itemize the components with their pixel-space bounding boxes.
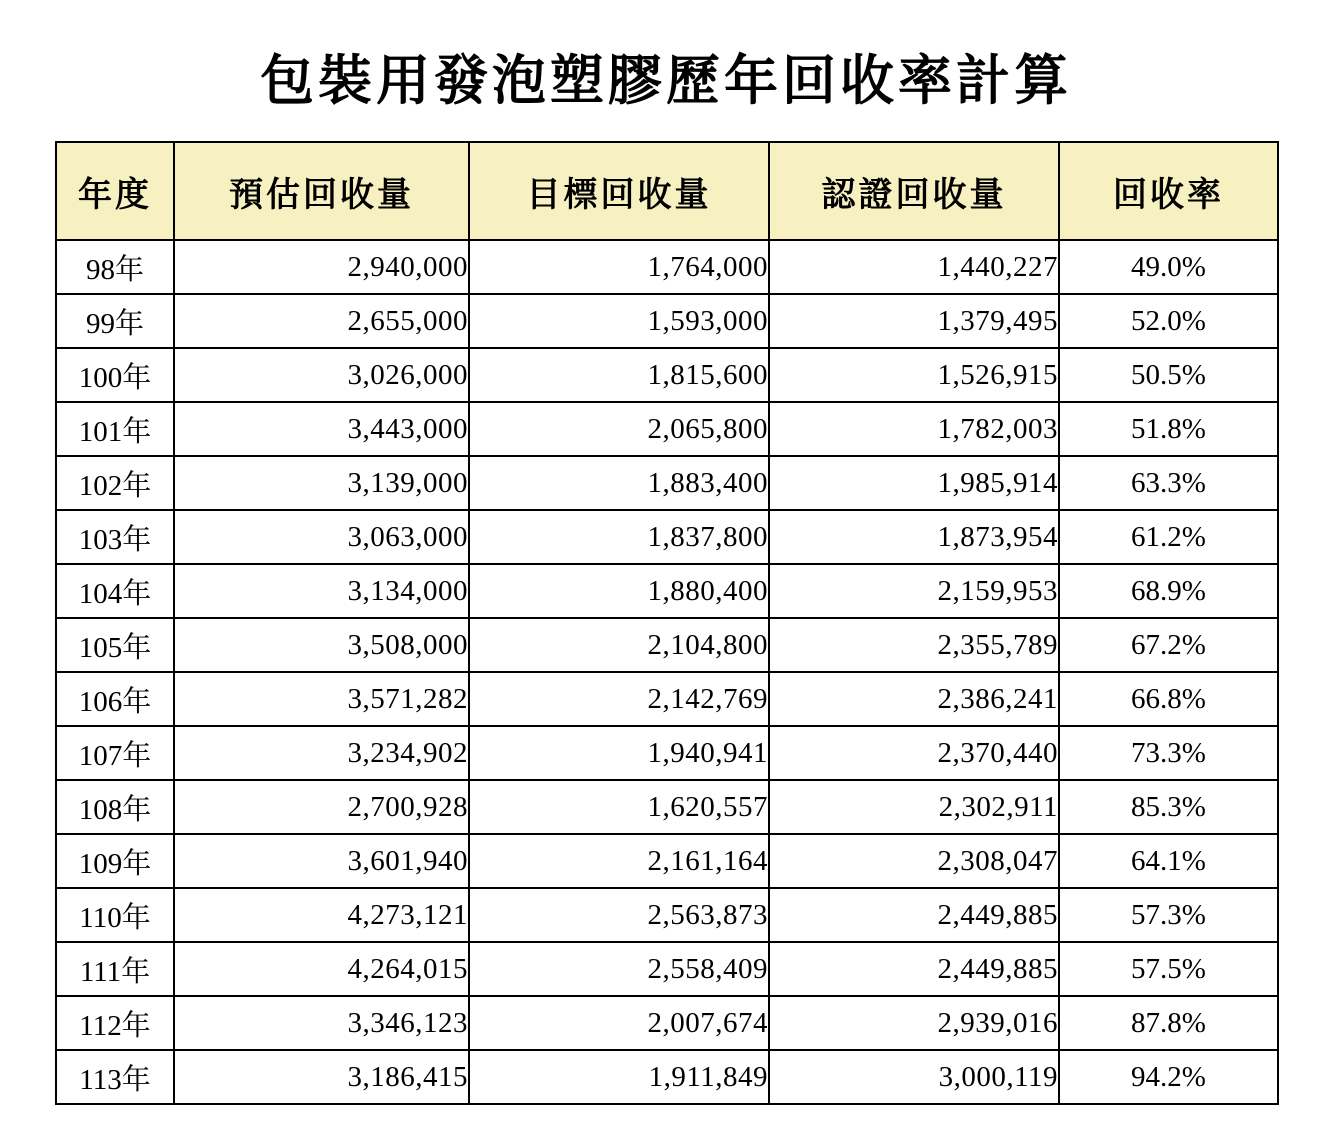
cell-estimated: 3,346,123 [174,996,469,1050]
cell-rate: 64.1% [1059,834,1278,888]
page-title: 包裝用發泡塑膠歷年回收率計算 [260,51,1072,111]
cell-target: 1,940,941 [469,726,769,780]
cell-estimated: 4,264,015 [174,942,469,996]
table-container [55,141,1277,1105]
cell-target: 1,880,400 [469,564,769,618]
cell-rate: 63.3% [1059,456,1278,510]
table-row [56,294,1278,348]
cell-target: 1,764,000 [469,240,769,294]
cell-year: 113年 [56,1050,174,1104]
cell-estimated: 2,700,928 [174,780,469,834]
cell-year: 107年 [56,726,174,780]
column-header-estimated-volume: 預估回收量 [174,142,469,240]
cell-estimated: 3,134,000 [174,564,469,618]
cell-estimated: 3,508,000 [174,618,469,672]
cell-certified: 2,355,789 [769,618,1059,672]
cell-estimated: 3,026,000 [174,348,469,402]
cell-target: 1,837,800 [469,510,769,564]
cell-target: 2,142,769 [469,672,769,726]
cell-rate: 85.3% [1059,780,1278,834]
table-row [56,456,1278,510]
table-row [56,402,1278,456]
cell-target: 2,065,800 [469,402,769,456]
table-row [56,618,1278,672]
cell-target: 1,815,600 [469,348,769,402]
cell-rate: 73.3% [1059,726,1278,780]
cell-year: 98年 [56,240,174,294]
table-row [56,780,1278,834]
cell-year: 109年 [56,834,174,888]
table-row [56,672,1278,726]
cell-target: 2,161,164 [469,834,769,888]
column-header-certified-volume: 認證回收量 [769,142,1059,240]
cell-target: 1,911,849 [469,1050,769,1104]
table-row [56,348,1278,402]
cell-target: 2,563,873 [469,888,769,942]
cell-rate: 51.8% [1059,402,1278,456]
cell-estimated: 4,273,121 [174,888,469,942]
cell-certified: 1,873,954 [769,510,1059,564]
cell-year: 106年 [56,672,174,726]
cell-estimated: 3,443,000 [174,402,469,456]
cell-certified: 2,370,440 [769,726,1059,780]
table-row [56,1050,1278,1104]
cell-year: 108年 [56,780,174,834]
cell-certified: 2,159,953 [769,564,1059,618]
table-body [56,240,1278,1104]
cell-rate: 61.2% [1059,510,1278,564]
cell-target: 1,883,400 [469,456,769,510]
cell-certified: 1,440,227 [769,240,1059,294]
table-row [56,240,1278,294]
table-header [56,142,1278,240]
cell-certified: 2,939,016 [769,996,1059,1050]
cell-estimated: 3,063,000 [174,510,469,564]
table-row [56,996,1278,1050]
cell-estimated: 2,940,000 [174,240,469,294]
cell-target: 1,620,557 [469,780,769,834]
cell-rate: 94.2% [1059,1050,1278,1104]
cell-certified: 2,302,911 [769,780,1059,834]
cell-rate: 52.0% [1059,294,1278,348]
cell-certified: 2,449,885 [769,942,1059,996]
cell-rate: 50.5% [1059,348,1278,402]
table-row [56,510,1278,564]
column-header-target-volume: 目標回收量 [469,142,769,240]
cell-certified: 1,985,914 [769,456,1059,510]
cell-year: 104年 [56,564,174,618]
cell-rate: 67.2% [1059,618,1278,672]
table-row [56,942,1278,996]
table-row [56,834,1278,888]
cell-rate: 68.9% [1059,564,1278,618]
cell-year: 101年 [56,402,174,456]
cell-certified: 2,308,047 [769,834,1059,888]
table-row [56,564,1278,618]
cell-estimated: 3,571,282 [174,672,469,726]
cell-rate: 57.5% [1059,942,1278,996]
cell-year: 111年 [56,942,174,996]
table-row [56,888,1278,942]
cell-estimated: 3,234,902 [174,726,469,780]
cell-target: 2,104,800 [469,618,769,672]
cell-certified: 1,379,495 [769,294,1059,348]
recycling-rate-table [55,141,1279,1105]
cell-estimated: 3,186,415 [174,1050,469,1104]
cell-year: 103年 [56,510,174,564]
table-row [56,726,1278,780]
cell-year: 105年 [56,618,174,672]
column-header-recycling-rate: 回收率 [1059,142,1278,240]
cell-certified: 3,000,119 [769,1050,1059,1104]
cell-year: 100年 [56,348,174,402]
cell-target: 2,007,674 [469,996,769,1050]
column-header-year: 年度 [56,142,174,240]
cell-year: 110年 [56,888,174,942]
cell-rate: 57.3% [1059,888,1278,942]
cell-certified: 2,449,885 [769,888,1059,942]
cell-estimated: 2,655,000 [174,294,469,348]
table-header-row [56,142,1278,240]
cell-estimated: 3,139,000 [174,456,469,510]
cell-certified: 2,386,241 [769,672,1059,726]
cell-estimated: 3,601,940 [174,834,469,888]
cell-target: 2,558,409 [469,942,769,996]
cell-year: 102年 [56,456,174,510]
cell-rate: 66.8% [1059,672,1278,726]
cell-certified: 1,526,915 [769,348,1059,402]
cell-target: 1,593,000 [469,294,769,348]
cell-rate: 49.0% [1059,240,1278,294]
cell-certified: 1,782,003 [769,402,1059,456]
cell-year: 99年 [56,294,174,348]
cell-year: 112年 [56,996,174,1050]
cell-rate: 87.8% [1059,996,1278,1050]
